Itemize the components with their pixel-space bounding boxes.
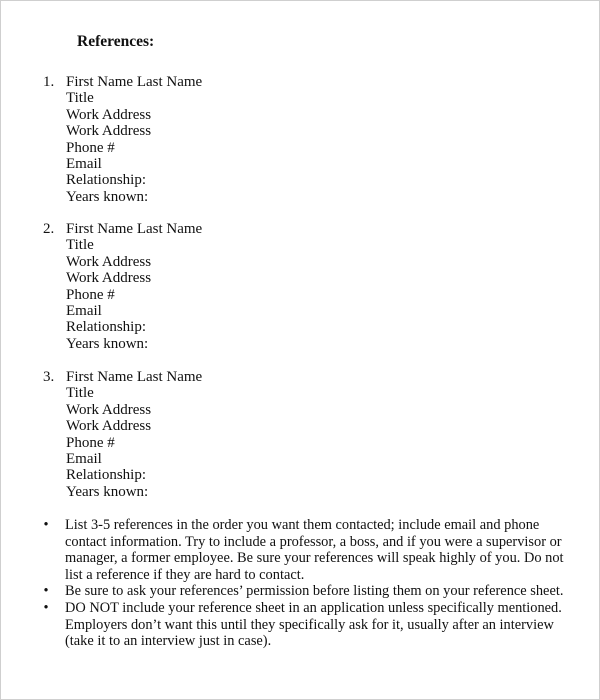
reference-work-address: Work Address xyxy=(66,106,152,123)
tip-item-1 xyxy=(39,517,579,583)
tip-line: list a reference if they are hard to contact. xyxy=(65,566,305,583)
tip-line: Be sure to ask your references’ permission before listing them on your reference sheet. xyxy=(65,583,564,600)
reference-number: 3. xyxy=(43,369,55,385)
reference-years-known: Years known: xyxy=(66,483,149,500)
reference-lines xyxy=(66,221,202,352)
tip-item-2 xyxy=(39,583,579,600)
page-heading: References: xyxy=(77,33,155,50)
reference-years-known: Years known: xyxy=(66,335,149,352)
reference-tips-list xyxy=(39,517,579,650)
reference-name: First Name Last Name xyxy=(66,369,203,385)
tip-line: Employers don’t want this until they specifically ask for it, usually after an interview xyxy=(65,616,554,633)
reference-work-address: Work Address xyxy=(66,253,152,270)
reference-years-known: Years known: xyxy=(66,188,149,205)
reference-number: 2. xyxy=(43,221,55,237)
reference-phone: Phone # xyxy=(66,434,115,451)
reference-work-address: Work Address xyxy=(66,123,152,140)
reference-title: Title xyxy=(66,385,94,402)
bullet-icon: • xyxy=(43,517,49,533)
reference-email: Email xyxy=(66,155,102,172)
reference-name: First Name Last Name xyxy=(66,74,203,90)
reference-work-address: Work Address xyxy=(66,270,152,287)
reference-relationship: Relationship: xyxy=(66,467,146,484)
reference-title: Title xyxy=(66,90,94,107)
reference-relationship: Relationship: xyxy=(66,172,146,189)
reference-name: First Name Last Name xyxy=(66,221,203,237)
reference-number: 1. xyxy=(43,74,55,90)
reference-phone: Phone # xyxy=(66,139,115,156)
reference-lines xyxy=(66,369,202,500)
reference-email: Email xyxy=(66,302,102,319)
tip-item-3 xyxy=(39,600,579,650)
bullet-icon: • xyxy=(43,599,49,616)
reference-email: Email xyxy=(66,450,102,467)
tip-line: manager, a former employee. Be sure your references will speak highly of you. Do not xyxy=(65,550,564,567)
reference-work-address: Work Address xyxy=(66,401,152,418)
reference-title: Title xyxy=(66,237,94,254)
bullet-icon: • xyxy=(43,583,49,600)
reference-work-address: Work Address xyxy=(66,418,152,435)
tip-line: DO NOT include your reference sheet in an application unless specifically mentioned. xyxy=(65,599,562,616)
tip-line: contact information. Try to include a professor, a boss, and if you were a supervisor or xyxy=(65,533,562,550)
tip-line: (take it to an interview just in case). xyxy=(65,633,272,650)
reference-relationship: Relationship: xyxy=(66,319,146,336)
tip-line: List 3-5 references in the order you want them contacted; include email and phone xyxy=(65,517,540,533)
reference-lines xyxy=(66,74,202,205)
reference-phone: Phone # xyxy=(66,286,115,303)
